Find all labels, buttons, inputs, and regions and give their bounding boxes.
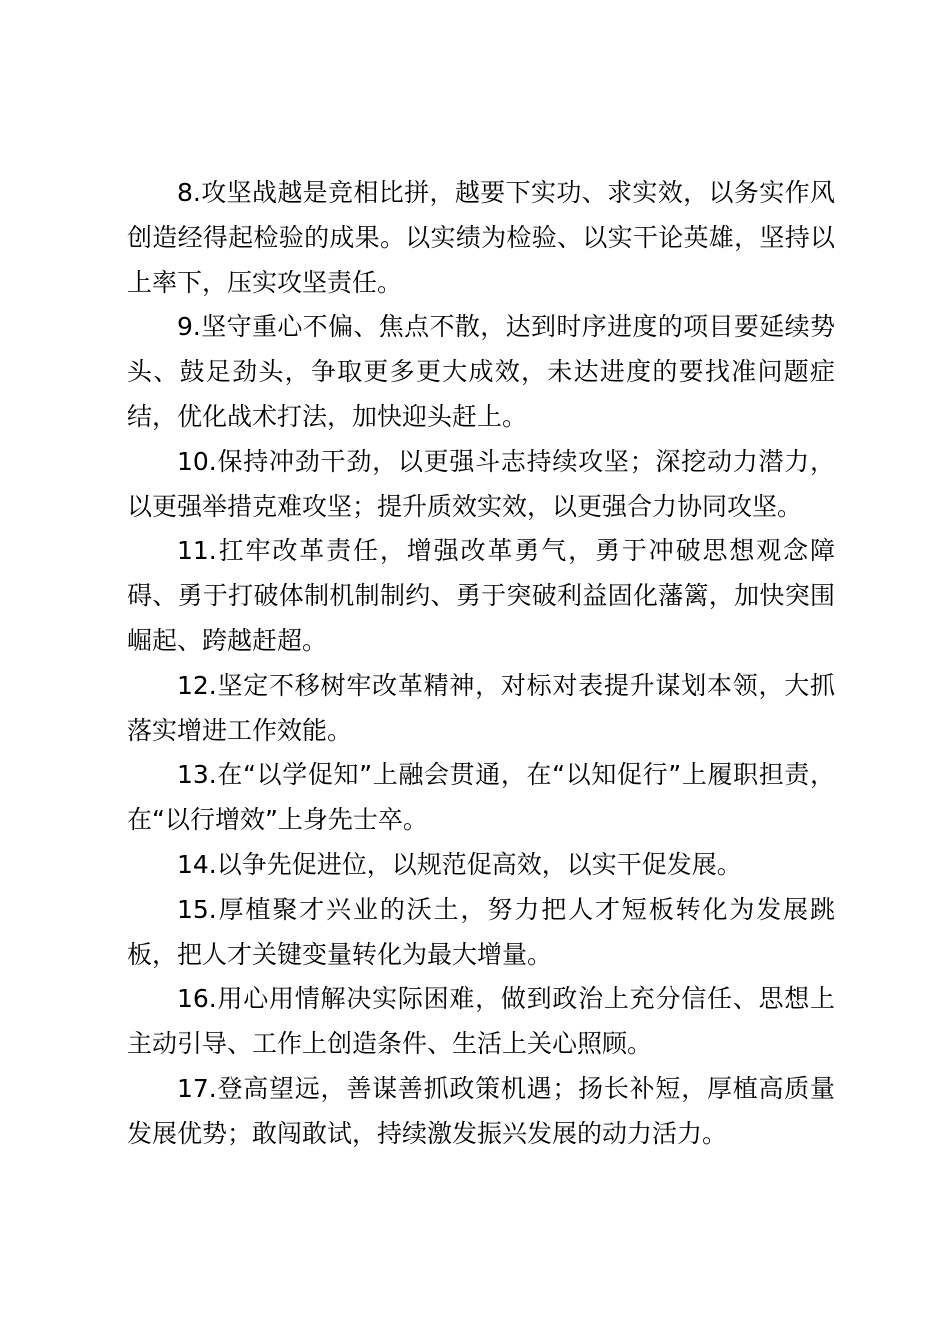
paragraph-8: 8.攻坚战越是竞相比拼，越要下实功、求实效，以务实作风创造经得起检验的成果。以实绩为检验、以实干论英雄，坚持以上率下，压实攻坚责任。: [127, 178, 835, 297]
paragraph-16: 16.用心用情解决实际困难，做到政治上充分信任、思想上主动引导、工作上创造条件、生活上关心照顾。: [127, 984, 835, 1059]
paragraph-9: 9.坚守重心不偏、焦点不散，达到时序进度的项目要延续势头、鼓足劲头，争取更多更大成效，未达进度的要找准问题症结，优化战术打法，加快迎头赶上。: [127, 312, 835, 431]
paragraph-11: 11.扛牢改革责任，增强改革勇气，勇于冲破思想观念障碍、勇于打破体制机制制约、勇于突破利益固化藩篱，加快突围崛起、跨越赶超。: [127, 536, 835, 655]
paragraph-17: 17.登高望远，善谋善抓政策机遇；扬长补短，厚植高质量发展优势；敢闯敢试，持续激发振兴发展的动力活力。: [127, 1073, 835, 1148]
paragraph-15: 15.厚植聚才兴业的沃土，努力把人才短板转化为发展跳板，把人才关键变量转化为最大增量。: [127, 894, 835, 969]
paragraph-14: 14.以争先促进位，以规范促高效，以实干促发展。: [177, 849, 742, 879]
paragraph-10: 10.保持冲劲干劲，以更强斗志持续攻坚；深挖动力潜力，以更强举措克难攻坚；提升质效实效，以更强合力协同攻坚。: [127, 446, 835, 521]
paragraph-13: 13.在“以学促知”上融会贯通，在“以知促行”上履职担责，在“以行增效”上身先士卒。: [127, 760, 835, 835]
document-body: [127, 171, 835, 1157]
paragraph-12: 12.坚定不移树牢改革精神，对标对表提升谋划本领，大抓落实增进工作效能。: [127, 670, 835, 745]
